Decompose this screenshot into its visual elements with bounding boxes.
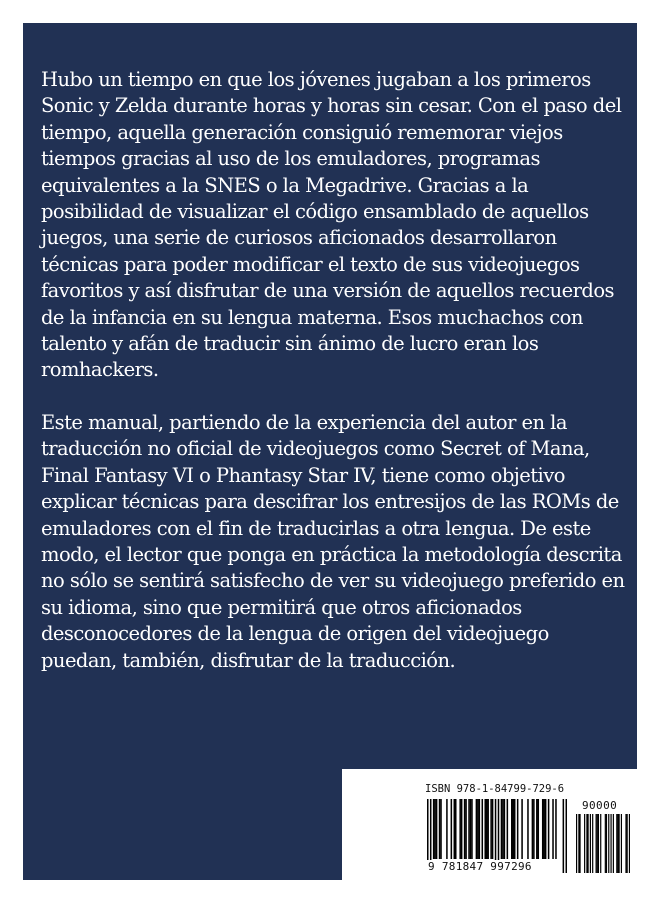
addon-barcode-icon [576,814,630,873]
addon-digits: 90000 [582,799,618,812]
back-cover [23,23,637,880]
blurb-paragraph-1: Hubo un tiempo en que los jóvenes jugaban a los primeros Sonic y Zelda durante horas y horas sin cesar. Con el paso del tiempo, aquella generación consiguió rememorar viejos tiempos gracias al uso de los emuladores, programas equivalentes a la SNES o la Megadrive. Gracias a la posibilidad de visualizar el código ensamblado de aquellos juegos, una serie de curiosos aficionados desarrollaron técnicas para poder modificar el texto de sus videojuegos favoritos y así disfrutar de una versión de aquellos recuerdos de la infancia en su lengua materna. Esos muchachos con talento y afán de traducir sin ánimo de lucro eran los romhackers. [41,68,622,382]
ean-digits: 9 781847 997296 [428,860,532,873]
blurb-paragraph-2: Este manual, partiendo de la experiencia del autor en la traducción no oficial de videojuegos como Secret of Mana, Final Fantasy VI o Phantasy Star IV, tiene como objetivo explicar técnicas para descifrar los entresijos de las ROMs de emuladores con el fin de traducirlas a otra lengua. De este modo, el lector que ponga en práctica la metodología descrita no sólo se sentirá satisfecho de ver su videojuego preferido en su idioma, sino que permitirá que otros aficionados desconocedores de la lengua de origen del videojuego puedan, también, disfrutar de la traducción. [41,410,625,672]
blurb-text [41,67,629,674]
barcode-label [342,769,639,880]
isbn-label: ISBN 978-1-84799-729-6 [425,783,565,795]
